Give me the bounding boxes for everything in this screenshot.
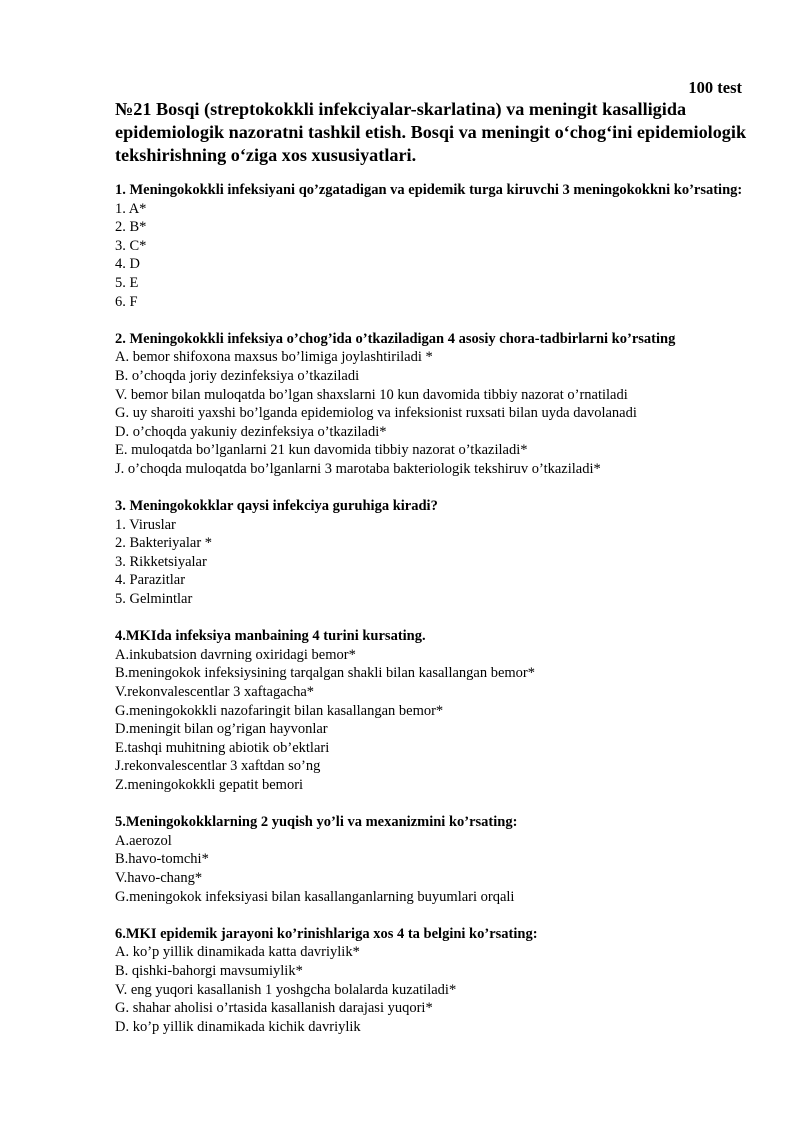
question-2 xyxy=(115,330,765,479)
question-4 xyxy=(115,627,765,794)
answer-option: 5. Gelmintlar xyxy=(115,591,193,608)
answer-option: G.meningokok infeksiyasi bilan kasallanganlarning buyumlari orqali xyxy=(115,888,515,905)
answer-option: D.meningit bilan og’rigan hayvonlar xyxy=(115,721,328,738)
answer-option: V. eng yuqori kasallanish 1 yoshgcha bolalarda kuzatiladi* xyxy=(115,981,457,998)
answer-option: V.rekonvalescentlar 3 xaftagacha* xyxy=(115,684,315,701)
answer-option: B. o’choqda joriy dezinfeksiya o’tkaziladi xyxy=(115,367,360,384)
document-title: №21 Bosqi (streptokokkli infekciyalar-skarlatina) va meningit kasalligida epidemiologik nazoratni tashkil etish. Bosqi va meningit o‘chog‘ini epidemiologik tekshirishning o‘ziga xos xususiyatlari. xyxy=(115,99,747,165)
answer-option: 3. Rikketsiyalar xyxy=(115,553,207,570)
answer-option: A. ko’p yillik dinamikada katta davriylik* xyxy=(115,944,360,961)
answer-option: E.tashqi muhitning abiotik ob’ektlari xyxy=(115,739,330,756)
question-title: 4.MKIda infeksiya manbaining 4 turini kursating. xyxy=(115,628,426,645)
answer-option: 4. Parazitlar xyxy=(115,572,186,589)
answer-option: A.aerozol xyxy=(115,832,172,849)
answer-option: G.meningokokkli nazofaringit bilan kasallangan bemor* xyxy=(115,702,444,719)
question-6 xyxy=(115,925,765,1037)
answer-option: 3. C* xyxy=(115,237,147,254)
question-title: 5.Meningokokklarning 2 yuqish yo’li va mexanizmini ko’rsating: xyxy=(115,814,518,831)
answer-option: 4. D xyxy=(115,256,140,273)
answer-option: B.havo-tomchi* xyxy=(115,851,209,868)
answer-option: G. uy sharoiti yaxshi bo’lganda epidemiolog va infeksionist ruxsati bilan uyda davolanadi xyxy=(115,405,637,422)
answer-option: V. bemor bilan muloqatda bo’lgan shaxslarni 10 kun davomida tibbiy nazorat o’rnatiladi xyxy=(115,386,628,403)
answer-option: 5. E xyxy=(115,274,139,291)
question-3 xyxy=(115,497,765,609)
answer-option: 2. B* xyxy=(115,219,147,236)
answer-option: 1. Viruslar xyxy=(115,516,176,533)
question-1 xyxy=(115,181,765,311)
answer-option: B.meningokok infeksiysining tarqalgan shakli bilan kasallangan bemor* xyxy=(115,665,536,682)
question-title: 3. Meningokokklar qaysi infekciya guruhiga kiradi? xyxy=(115,498,438,515)
answer-option: A. bemor shifoxona maxsus bo’limiga joylashtiriladi * xyxy=(115,349,433,366)
answer-option: Z.meningokokkli gepatit bemori xyxy=(115,777,304,793)
test-count: 100 test xyxy=(688,78,742,97)
answer-option: J.rekonvalescentlar 3 xaftdan so’ng xyxy=(115,758,321,775)
answer-option: J. o’choqda muloqatda bo’lganlarni 3 marotaba bakteriologik tekshiruv o’tkaziladi* xyxy=(115,460,601,477)
question-title: 1. Meningokokkli infeksiyani qo’zgatadigan va epidemik turga kiruvchi 3 meningokokkni ko’rsating: xyxy=(115,182,743,198)
question-list xyxy=(115,181,765,1055)
question-title: 2. Meningokokkli infeksiya o’chog’ida o’tkaziladigan 4 asosiy chora-tadbirlarni ko’rsating xyxy=(115,330,676,347)
answer-option: 2. Bakteriyalar * xyxy=(115,535,213,552)
answer-option: B. qishki-bahorgi mavsumiylik* xyxy=(115,962,303,979)
answer-option: G. shahar aholisi o’rtasida kasallanish darajasi yuqori* xyxy=(115,1000,433,1017)
answer-option: A.inkubatsion davrning oxiridagi bemor* xyxy=(115,646,356,663)
answer-option: D. ko’p yillik dinamikada kichik davriylik xyxy=(115,1018,361,1035)
question-5 xyxy=(115,813,765,906)
answer-option: E. muloqatda bo’lganlarni 21 kun davomida tibbiy nazorat o’tkaziladi* xyxy=(115,442,528,459)
answer-option: D. o’choqda yakuniy dezinfeksiya o’tkaziladi* xyxy=(115,423,387,440)
question-title: 6.MKI epidemik jarayoni ko’rinishlariga xos 4 ta belgini ko’rsating: xyxy=(115,925,538,942)
answer-option: 6. F xyxy=(115,293,138,310)
answer-option: 1. A* xyxy=(115,200,147,217)
answer-option: V.havo-chang* xyxy=(115,869,203,886)
